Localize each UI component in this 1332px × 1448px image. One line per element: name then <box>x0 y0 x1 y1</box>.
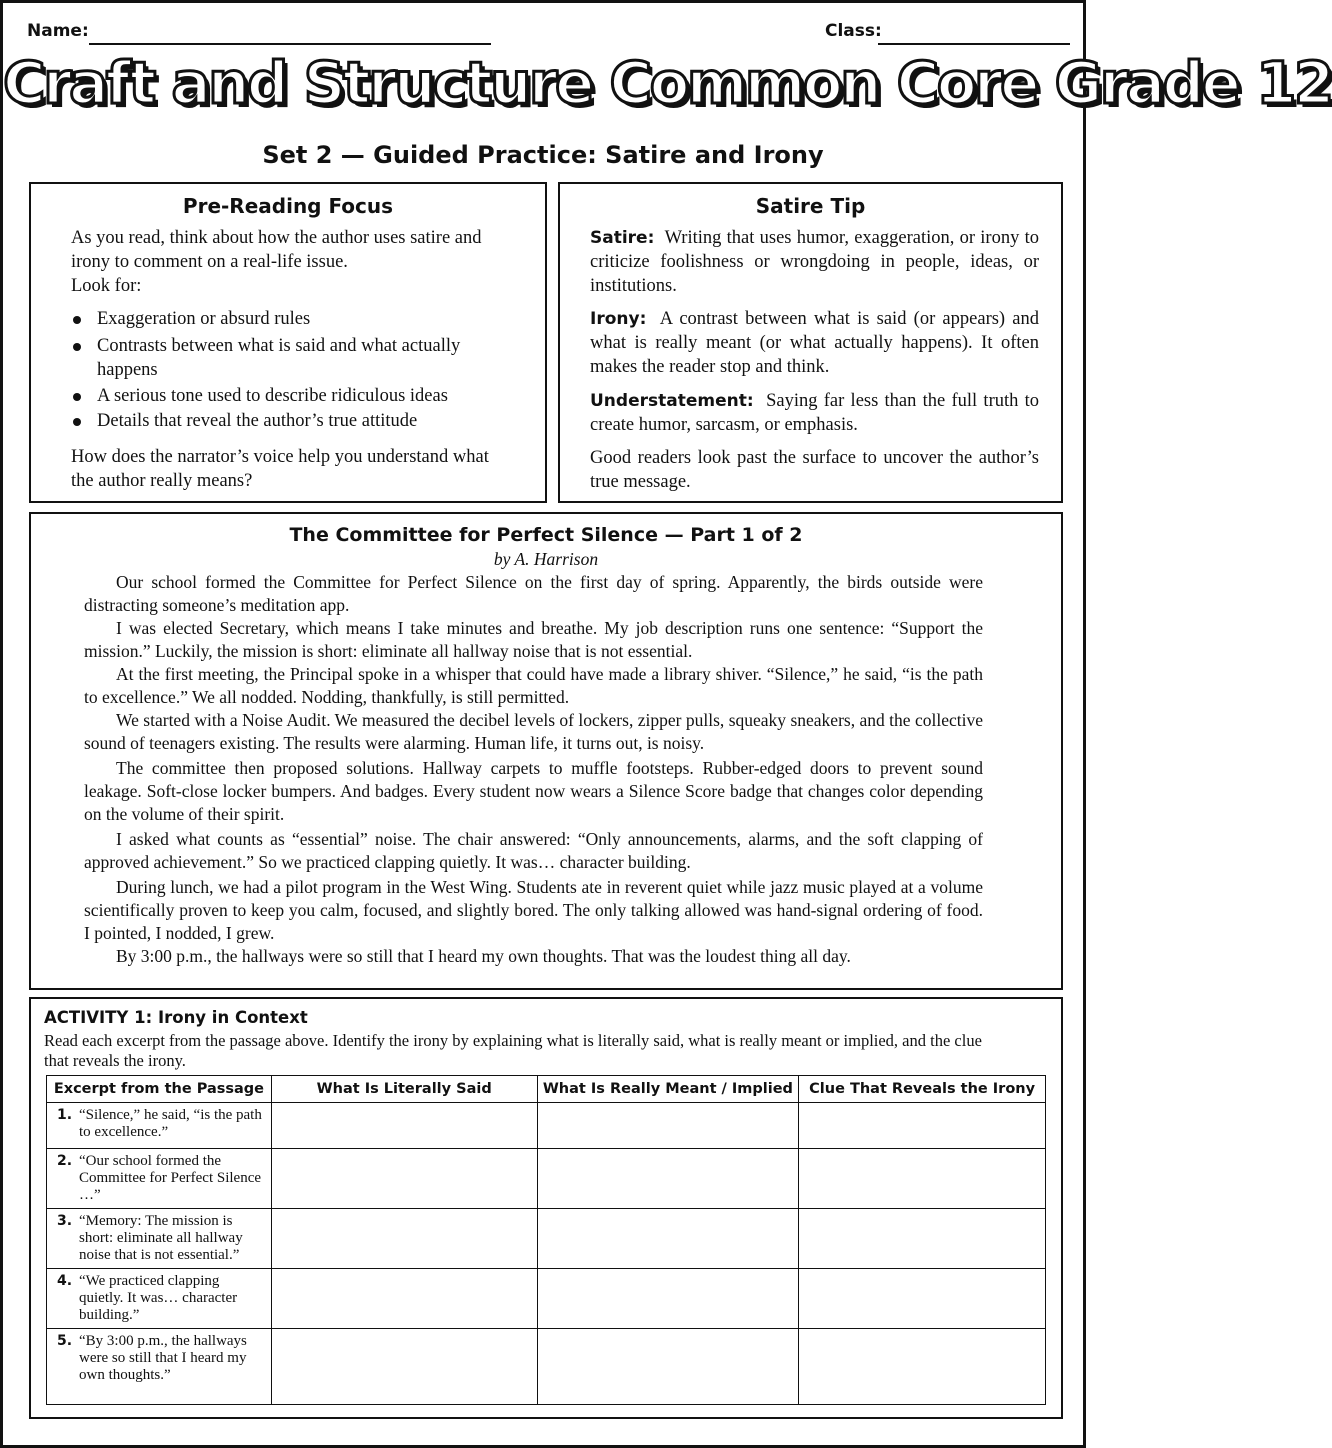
excerpt-text: “Our school formed the Committee for Perfect Silence …” <box>79 1153 262 1203</box>
row-number: 5. <box>57 1333 73 1349</box>
class-label: Class: <box>825 21 882 41</box>
passage-paragraph: I was elected Secretary, which means I take minutes and breathe. My job description runs one sentence: “Support the mission.” Luckily, the mission is short: eliminate all hallway noise that is not essential. <box>84 618 983 661</box>
name-class-line <box>27 17 1065 47</box>
reading-passage-box <box>29 512 1063 990</box>
activity-instructions: Read each excerpt from the passage above. Identify the irony by explaining what is literally said, what is really meant or implied, and the clue that reveals the irony. <box>44 1031 982 1070</box>
look-for-list <box>71 307 491 434</box>
worksheet-subtitle: Set 2 — Guided Practice: Satire and Irony <box>262 141 824 169</box>
answer-cell-clue[interactable] <box>799 1329 1046 1405</box>
passage-body <box>84 571 983 968</box>
list-item: Contrasts between what is said and what actually happens <box>71 334 491 383</box>
answer-cell-clue[interactable] <box>799 1209 1046 1269</box>
answer-cell-clue[interactable] <box>799 1149 1046 1209</box>
table-row <box>47 1209 1046 1269</box>
answer-cell-meant[interactable] <box>537 1149 799 1209</box>
table-row <box>47 1269 1046 1329</box>
table-row <box>47 1149 1046 1209</box>
answer-cell-literal[interactable] <box>271 1209 537 1269</box>
excerpt-text: “By 3:00 p.m., the hallways were so still that I heard my own thoughts.” <box>79 1333 247 1383</box>
bullet-icon <box>73 316 81 324</box>
excerpt-text: “Memory: The mission is short: eliminate all hallway noise that is not essential.” <box>79 1213 243 1263</box>
irony-definition: Irony: A contrast between what is said (or appears) and what is really meant (or what actually happens). It often makes the reader stop and think. <box>590 309 1040 377</box>
table-row <box>47 1329 1046 1405</box>
row-number: 1. <box>57 1107 73 1123</box>
activity-heading: ACTIVITY 1: Irony in Context <box>44 1008 308 1027</box>
column-header: What Is Literally Said <box>271 1076 537 1103</box>
row-number: 2. <box>57 1153 73 1169</box>
excerpt-cell <box>47 1209 272 1269</box>
row-number: 4. <box>57 1273 73 1289</box>
passage-title: The Committee for Perfect Silence — Part 1 of 2 <box>289 524 803 546</box>
term-label: Understatement: <box>590 391 754 411</box>
answer-cell-clue[interactable] <box>799 1103 1046 1149</box>
understatement-definition: Understatement: Saying far less than the full truth to create humor, sarcasm, or emphasis. <box>590 391 1039 435</box>
row-number: 3. <box>57 1213 73 1229</box>
excerpt-text: “We practiced clapping quietly. It was… character building.” <box>79 1273 238 1323</box>
satire-definition: Satire: Writing that uses humor, exaggeration, or irony to criticize foolishness or wrongdoing in people, ideas, or institutions. <box>590 228 1039 296</box>
excerpt-cell <box>47 1149 272 1209</box>
column-header: Excerpt from the Passage <box>47 1076 272 1103</box>
table-header-row <box>47 1076 1046 1103</box>
answer-cell-meant[interactable] <box>537 1269 799 1329</box>
satire-tip-closing: Good readers look past the surface to uncover the author’s true message. <box>590 448 1039 492</box>
activity-box <box>29 997 1063 1419</box>
answer-cell-literal[interactable] <box>271 1329 537 1405</box>
answer-cell-literal[interactable] <box>271 1269 537 1329</box>
passage-paragraph: We started with a Noise Audit. We measured the decibel levels of lockers, zipper pulls, squeaky sneakers, and the collective sound of teenagers existing. The results were alarming. Human life, it turns out, is noisy. <box>84 710 983 753</box>
excerpt-cell <box>47 1103 272 1149</box>
worksheet-title: Craft and Structure Common Core Grade 12 <box>3 49 1332 117</box>
name-label: Name: <box>27 21 89 41</box>
answer-cell-meant[interactable] <box>537 1209 799 1269</box>
passage-author: by A. Harrison <box>493 549 599 569</box>
answer-cell-literal[interactable] <box>271 1149 537 1209</box>
term-label: Satire: <box>590 228 655 248</box>
pre-reading-question: How does the narrator’s voice help you understand what the author really means? <box>71 447 489 491</box>
pre-reading-box <box>29 182 547 503</box>
passage-paragraph: I asked what counts as “essential” noise. The chair answered: “Only announcements, alarms, and the soft clapping of approved achievement.” So we practiced clapping quietly. It was… character building. <box>84 829 983 872</box>
excerpt-cell <box>47 1329 272 1405</box>
term-label: Irony: <box>590 309 647 329</box>
answer-cell-meant[interactable] <box>537 1103 799 1149</box>
column-header: Clue That Reveals the Irony <box>799 1076 1046 1103</box>
bullet-icon <box>73 418 81 426</box>
list-item: A serious tone used to describe ridiculous ideas <box>71 384 491 409</box>
column-header: What Is Really Meant / Implied <box>537 1076 799 1103</box>
satire-tip-box <box>558 182 1063 503</box>
passage-paragraph: Our school formed the Committee for Perfect Silence on the first day of spring. Apparently, the birds outside were distracting someone’s meditation app. <box>84 572 983 615</box>
excerpt-text: “Silence,” he said, “is the path to excellence.” <box>79 1107 262 1140</box>
bullet-icon <box>73 343 81 351</box>
passage-paragraph: The committee then proposed solutions. Hallway carpets to muffle footsteps. Rubber-edged doors to prevent sound leakage. Soft-close locker bumpers. And badges. Every student now wears a Silence Score badge that changes color depending on the volume of their spirit. <box>84 758 983 824</box>
answer-cell-clue[interactable] <box>799 1269 1046 1329</box>
passage-paragraph: During lunch, we had a pilot program in the West Wing. Students ate in reverent quiet while jazz music played at a volume scientifically proven to keep you calm, focused, and slightly bored. The only talking allowed was hand-signal ordering of food. I pointed, I nodded, I grew. <box>84 877 983 943</box>
passage-paragraph: At the first meeting, the Principal spoke in a whisper that could have made a library shiver. “Silence,” he said, “is the path to excellence.” We all nodded. Nodding, thankfully, is still permitted. <box>84 664 983 707</box>
list-item: Exaggeration or absurd rules <box>71 307 491 332</box>
class-blank[interactable] <box>878 43 1070 45</box>
satire-tip-title: Satire Tip <box>755 194 866 218</box>
answer-cell-literal[interactable] <box>271 1103 537 1149</box>
pre-reading-title: Pre-Reading Focus <box>182 194 394 218</box>
name-blank[interactable] <box>89 43 491 45</box>
look-for-label: Look for: <box>71 276 142 296</box>
table-row <box>47 1103 1046 1149</box>
answer-cell-meant[interactable] <box>537 1329 799 1405</box>
pre-reading-intro: As you read, think about how the author uses satire and irony to comment on a real-life issue. <box>71 228 482 272</box>
excerpt-cell <box>47 1269 272 1329</box>
bullet-icon <box>73 393 81 401</box>
irony-table <box>46 1075 1046 1405</box>
list-item: Details that reveal the author’s true attitude <box>71 409 491 434</box>
passage-paragraph: By 3:00 p.m., the hallways were so still that I heard my own thoughts. That was the loudest thing all day. <box>116 946 851 966</box>
